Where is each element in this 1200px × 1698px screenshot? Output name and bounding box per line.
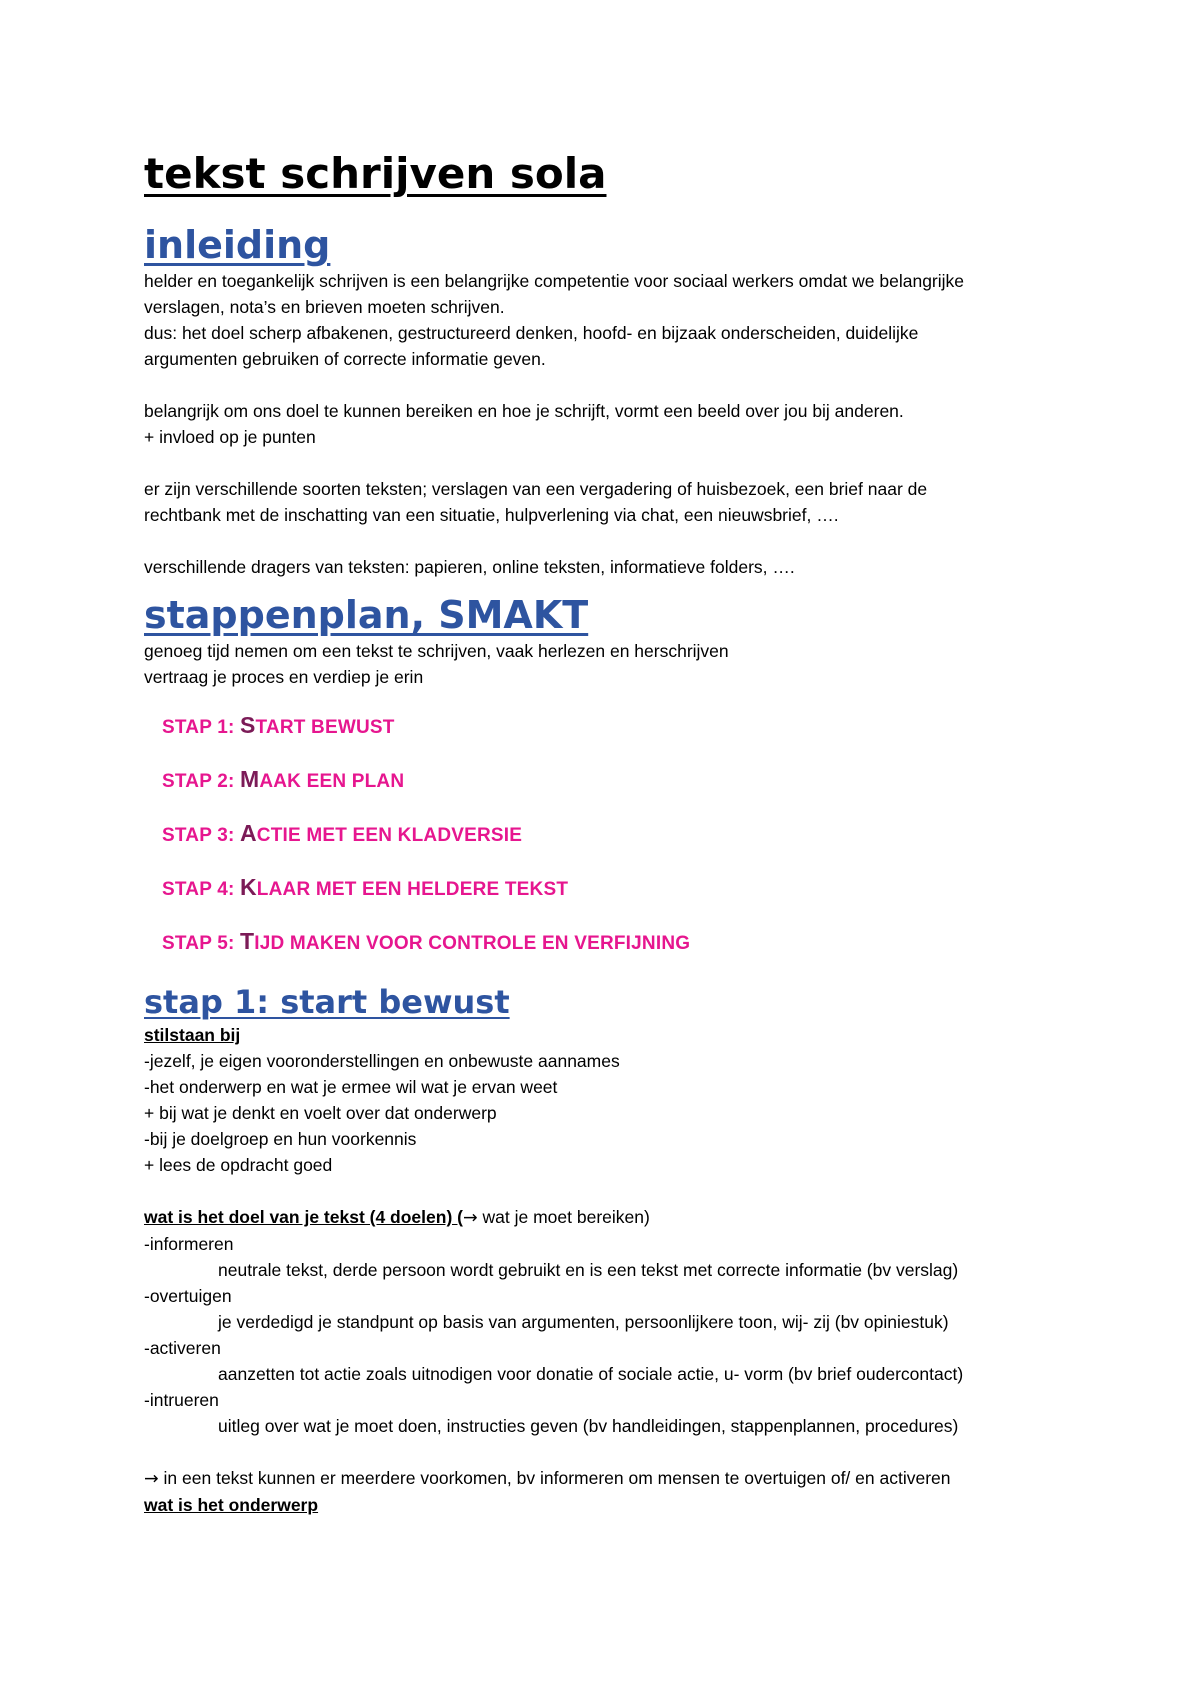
list-item: + bij wat je denkt en voelt over dat onderwerp — [144, 1103, 497, 1123]
step-item: STAP 2: MAAK EEN PLAN — [162, 766, 405, 792]
steps-list — [144, 712, 1080, 957]
document-title: tekst schrijven sola — [144, 149, 607, 198]
paragraph-line: er zijn verschillende soorten teksten; verslagen van een vergadering of huisbezoek, een brief naar de — [144, 479, 928, 499]
list-item: -jezelf, je eigen vooronderstellingen en onbewuste aannames — [144, 1051, 620, 1071]
step-item: STAP 3: ACTIE MET EEN KLADVERSIE — [162, 820, 523, 846]
subheading-doel: wat is het doel van je tekst (4 doelen) (→ wat je moet bereiken) — [144, 1207, 650, 1228]
heading-inleiding: inleiding — [144, 223, 331, 267]
doel-description: aanzetten tot actie zoals uitnodigen voor donatie of sociale actie, u- vorm (bv brief oudercontact) — [218, 1364, 964, 1384]
paragraph-line: genoeg tijd nemen om een tekst te schrijven, vaak herlezen en herschrijven — [144, 641, 729, 661]
step-item: STAP 5: TIJD MAKEN VOOR CONTROLE EN VERFIJNING — [162, 928, 691, 954]
paragraph-line: verschillende dragers van teksten: papieren, online teksten, informatieve folders, …. — [144, 557, 795, 577]
paragraph-line: argumenten gebruiken of correcte informatie geven. — [144, 349, 546, 369]
paragraph-line: dus: het doel scherp afbakenen, gestructureerd denken, hoofd- en bijzaak onderscheiden, duidelijke — [144, 323, 919, 343]
arrow-icon: → — [462, 1208, 478, 1228]
note-line: → in een tekst kunnen er meerdere voorkomen, bv informeren om mensen te overtuigen of/ en activeren — [144, 1468, 951, 1489]
paragraph-line: + invloed op je punten — [144, 427, 316, 447]
subheading-stilstaan: stilstaan bij — [144, 1025, 241, 1045]
doel-label: -intrueren — [144, 1390, 219, 1410]
step-item: STAP 1: START BEWUST — [162, 712, 395, 738]
paragraph-line: vertraag je proces en verdiep je erin — [144, 667, 424, 687]
doel-label: -activeren — [144, 1338, 221, 1358]
doel-description: uitleg over wat je moet doen, instructies geven (bv handleidingen, stappenplannen, procedures) — [218, 1416, 959, 1436]
arrow-icon: → — [144, 1469, 159, 1489]
paragraph-line: rechtbank met de inschatting van een situatie, hulpverlening via chat, een nieuwsbrief, …. — [144, 505, 839, 525]
doel-label: -informeren — [144, 1234, 234, 1254]
doel-description: je verdedigd je standpunt op basis van argumenten, persoonlijkere toon, wij- zij (bv opiniestuk) — [218, 1312, 949, 1332]
paragraph-line: helder en toegankelijk schrijven is een belangrijke competentie voor sociaal werkers omdat we belangrijke — [144, 271, 965, 291]
heading-stap1: stap 1: start bewust — [144, 983, 510, 1021]
subheading-onderwerp: wat is het onderwerp — [144, 1495, 319, 1515]
list-item: -het onderwerp en wat je ermee wil wat je ervan weet — [144, 1077, 558, 1097]
list-item: + lees de opdracht goed — [144, 1155, 333, 1175]
list-item: -bij je doelgroep en hun voorkennis — [144, 1129, 417, 1149]
heading-stappenplan: stappenplan, SMAKT — [144, 593, 589, 637]
paragraph-line: verslagen, nota’s en brieven moeten schrijven. — [144, 297, 505, 317]
doel-label: -overtuigen — [144, 1286, 232, 1306]
step-item: STAP 4: KLAAR MET EEN HELDERE TEKST — [162, 874, 569, 900]
doel-description: neutrale tekst, derde persoon wordt gebruikt en is een tekst met correcte informatie (bv verslag) — [218, 1260, 959, 1280]
paragraph-line: belangrijk om ons doel te kunnen bereiken en hoe je schrijft, vormt een beeld over jou bij anderen. — [144, 401, 904, 421]
